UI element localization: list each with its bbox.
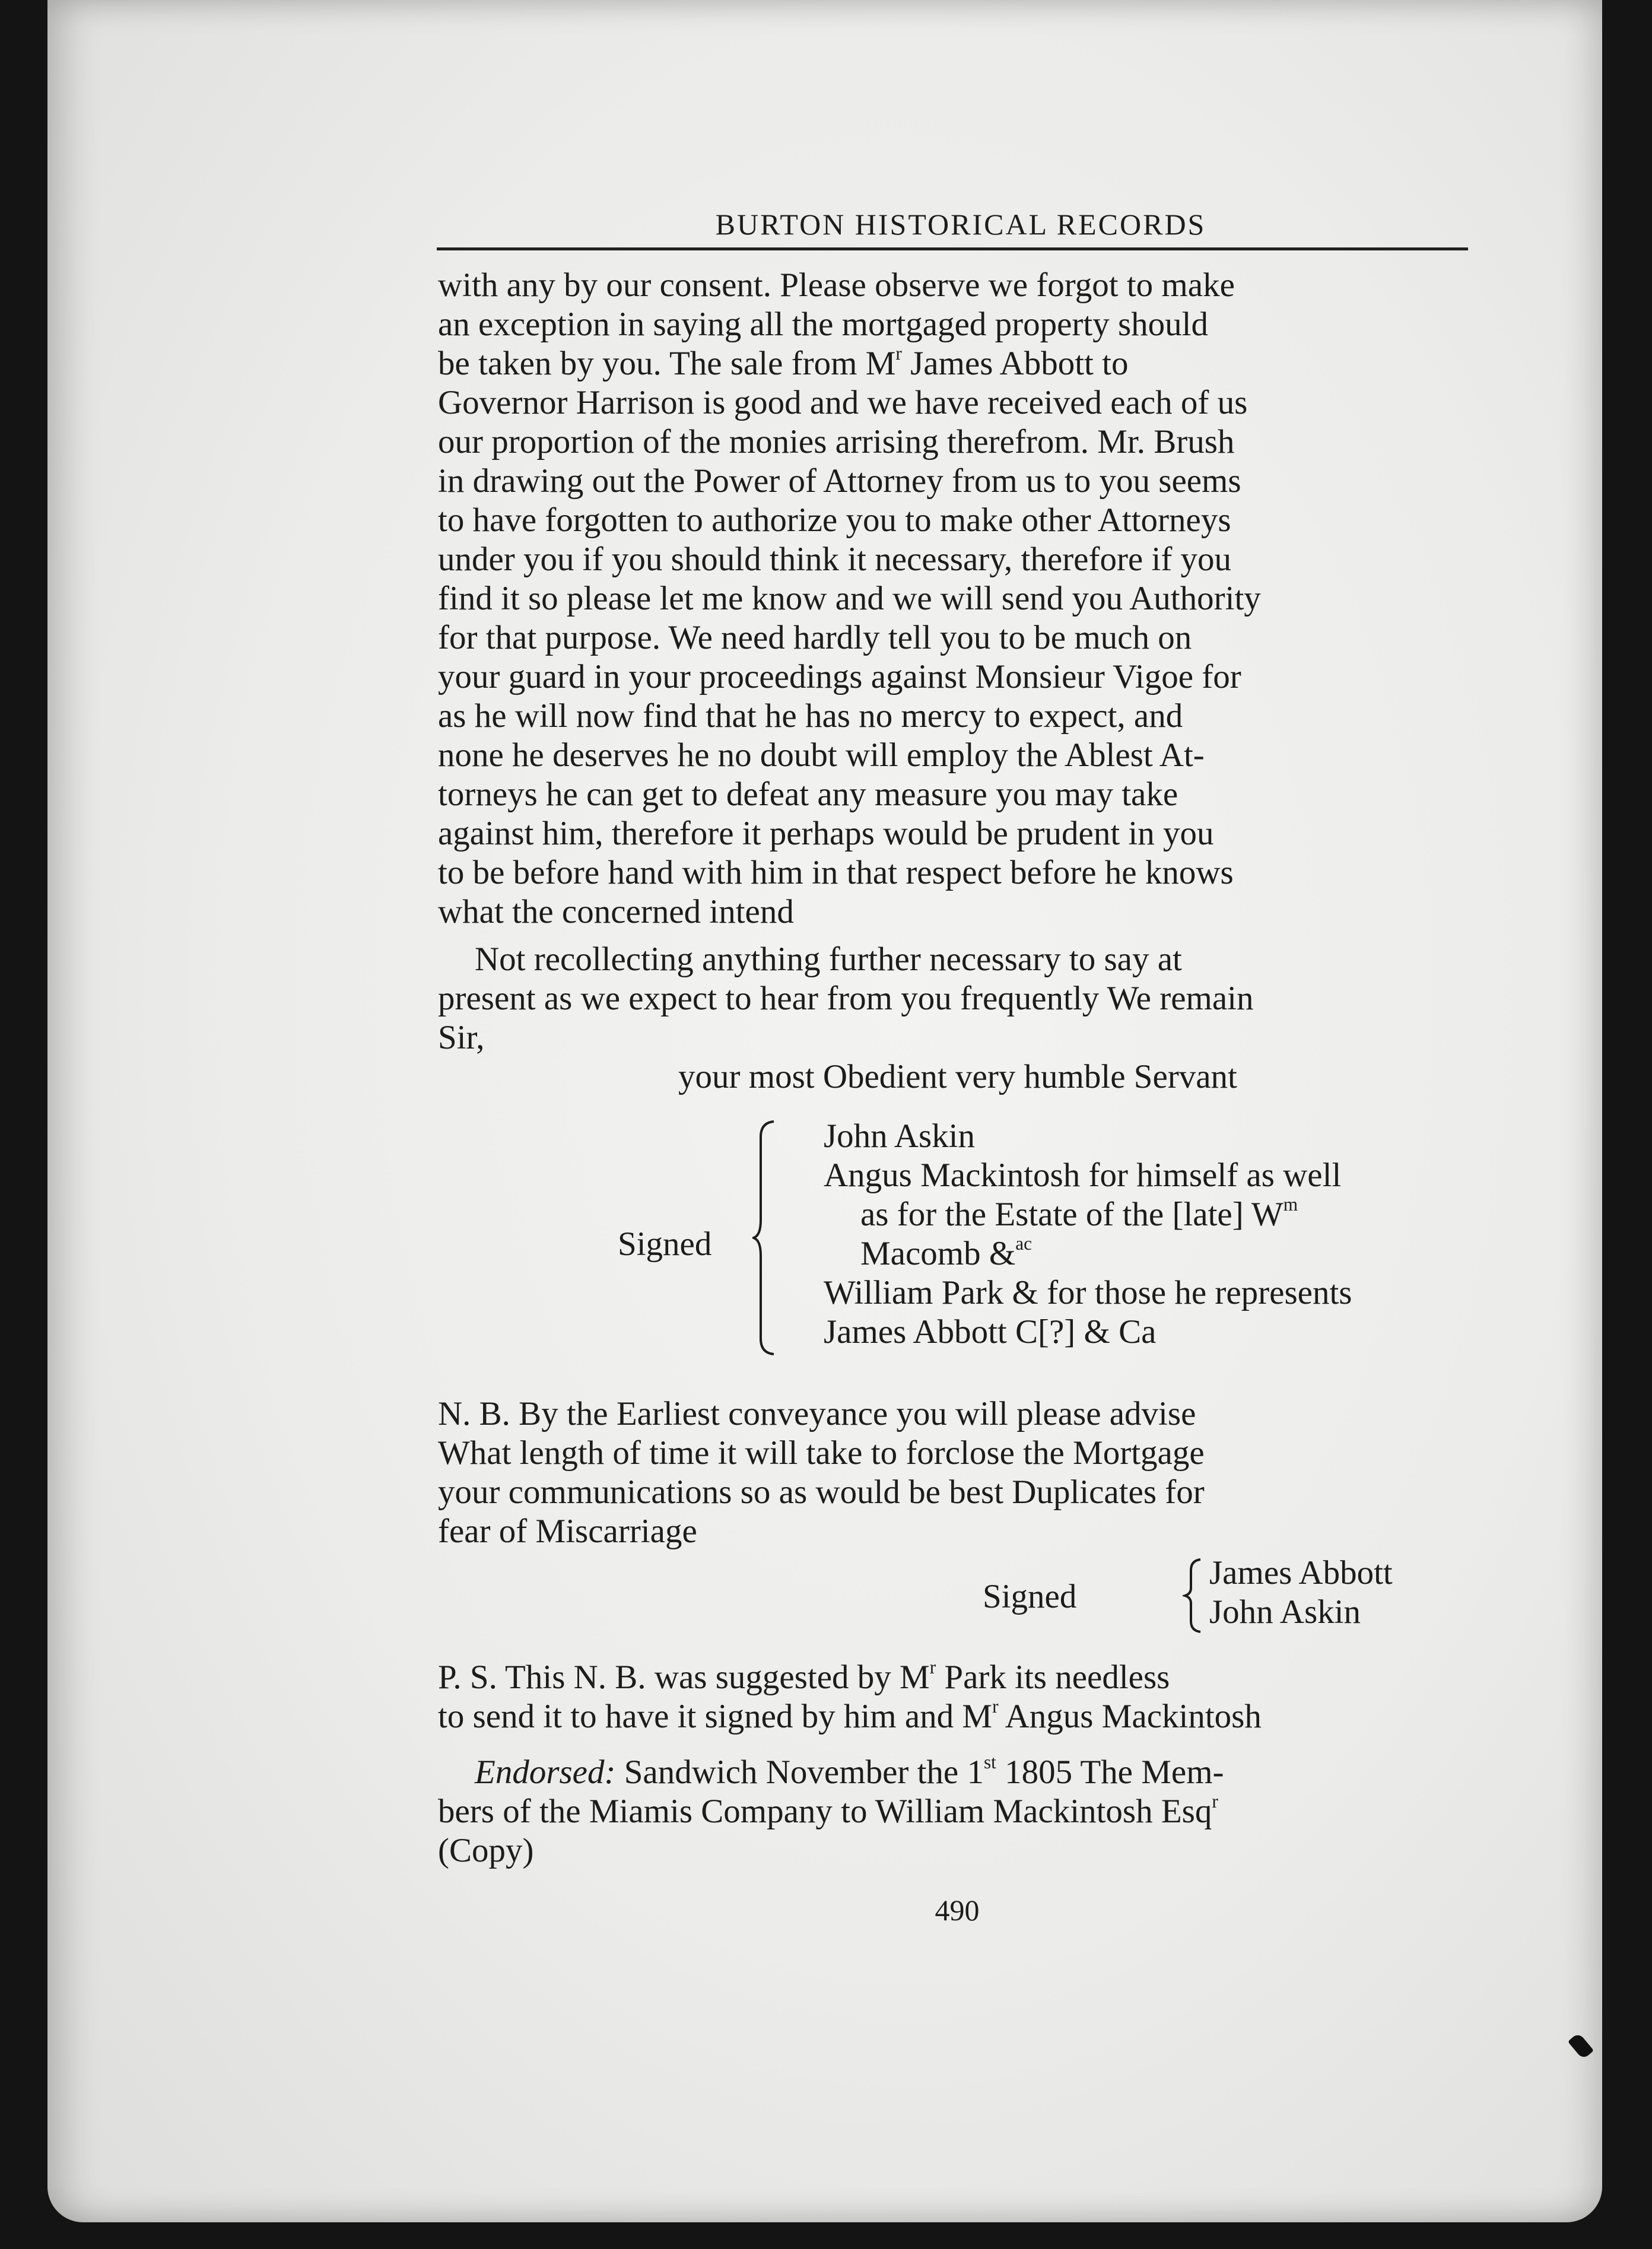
endorsement-paragraph bbox=[438, 1753, 1476, 1870]
text-line: present as we expect to hear from you frequently We remain bbox=[438, 980, 1254, 1017]
text-line: to be before hand with him in that respect before he knows bbox=[438, 854, 1234, 891]
header-rule bbox=[437, 247, 1468, 250]
text-line: none he deserves he no doubt will employ the Ablest At- bbox=[438, 736, 1205, 774]
text-line: to send it to have it signed by him and $M^r$ Angus Mackintosh bbox=[438, 1695, 1262, 1735]
text-line: your communications so as would be best Duplicates for bbox=[438, 1473, 1205, 1511]
text-line: torneys he can get to defeat any measure you may take bbox=[438, 776, 1178, 813]
page-number: 490 bbox=[935, 1894, 980, 1927]
signatory: James Abbott bbox=[1209, 1554, 1393, 1592]
postscript-paragraph bbox=[438, 1658, 1476, 1736]
signature-block-nb bbox=[438, 1554, 1476, 1637]
page-content bbox=[438, 205, 1476, 1930]
text-line: bers of the Miamis Company to William Mackintosh Esq$^r$ bbox=[438, 1790, 1218, 1830]
text-line: our proportion of the monies arrising therefrom. Mr. Brush bbox=[438, 423, 1235, 460]
text-line: an exception in saying all the mortgaged property should bbox=[438, 306, 1209, 343]
text-line: under you if you should think it necessary, therefore if you bbox=[438, 541, 1232, 578]
text-line: Not recollecting anything further necessary to say at bbox=[475, 941, 1182, 978]
signatory: William Park & for those he represents bbox=[824, 1274, 1352, 1311]
text-line: be taken by you. The sale from $M^r$ James Abbott to bbox=[438, 342, 1129, 382]
signatory-list bbox=[824, 1117, 1476, 1352]
text-line: your guard in your proceedings against Monsieur Vigoe for bbox=[438, 658, 1241, 695]
signatory: James Abbott C[?] & Ca bbox=[824, 1313, 1157, 1351]
text-line: fear of Miscarriage bbox=[438, 1513, 697, 1550]
text-line: Sir, bbox=[438, 1019, 485, 1056]
text-line: to have forgotten to authorize you to make other Attorneys bbox=[438, 501, 1231, 539]
signed-label: Signed bbox=[983, 1578, 1077, 1615]
signatory: John Askin bbox=[824, 1117, 975, 1155]
signatory: Angus Mackintosh for himself as well bbox=[824, 1157, 1342, 1194]
text-line: against him, therefore it perhaps would be prudent in you bbox=[438, 815, 1214, 852]
text-line: (Copy) bbox=[438, 1832, 534, 1869]
signatory-list bbox=[1209, 1554, 1393, 1632]
letter-paragraph-1 bbox=[438, 266, 1476, 932]
text-line: with any by our consent. Please observe we forgot to make bbox=[438, 266, 1235, 304]
text-line: what the concerned intend bbox=[438, 893, 794, 930]
running-header: BURTON HISTORICAL RECORDS bbox=[715, 208, 1206, 241]
signature-block-main bbox=[438, 1117, 1476, 1372]
closing-phrase: your most Obedient very humble Servant bbox=[678, 1058, 1237, 1095]
signatory-continuation: Macomb &$^{ac}$ bbox=[860, 1232, 1032, 1272]
signed-label: Signed bbox=[618, 1225, 712, 1263]
nota-bene-paragraph bbox=[438, 1394, 1476, 1551]
curly-brace-icon bbox=[1183, 1557, 1203, 1634]
curly-brace-icon bbox=[752, 1119, 776, 1357]
text-line: for that purpose. We need hardly tell you to be much on bbox=[438, 619, 1192, 656]
text-line: in drawing out the Power of Attorney from us to you seems bbox=[438, 462, 1241, 500]
text-line: P. S. This N. B. was suggested by $M^r$ Park its needless bbox=[438, 1656, 1170, 1696]
endorsed-label: Endorsed: bbox=[475, 1754, 616, 1791]
text-line: Endorsed: Sandwich November the 1st 1805 The Mem- bbox=[475, 1751, 1224, 1791]
text-line: Governor Harrison is good and we have received each of us bbox=[438, 384, 1248, 421]
text-line: find it so please let me know and we will send you Authority bbox=[438, 580, 1261, 617]
letter-paragraph-2 bbox=[438, 940, 1476, 1097]
text-line: as he will now find that he has no mercy to expect, and bbox=[438, 697, 1183, 735]
text-line: N. B. By the Earliest conveyance you will please advise bbox=[438, 1395, 1196, 1432]
signatory: John Askin bbox=[1209, 1593, 1361, 1631]
text-line: What length of time it will take to forclose the Mortgage bbox=[438, 1434, 1205, 1472]
signatory-continuation: as for the Estate of the [late] $W^m$ bbox=[860, 1193, 1298, 1233]
